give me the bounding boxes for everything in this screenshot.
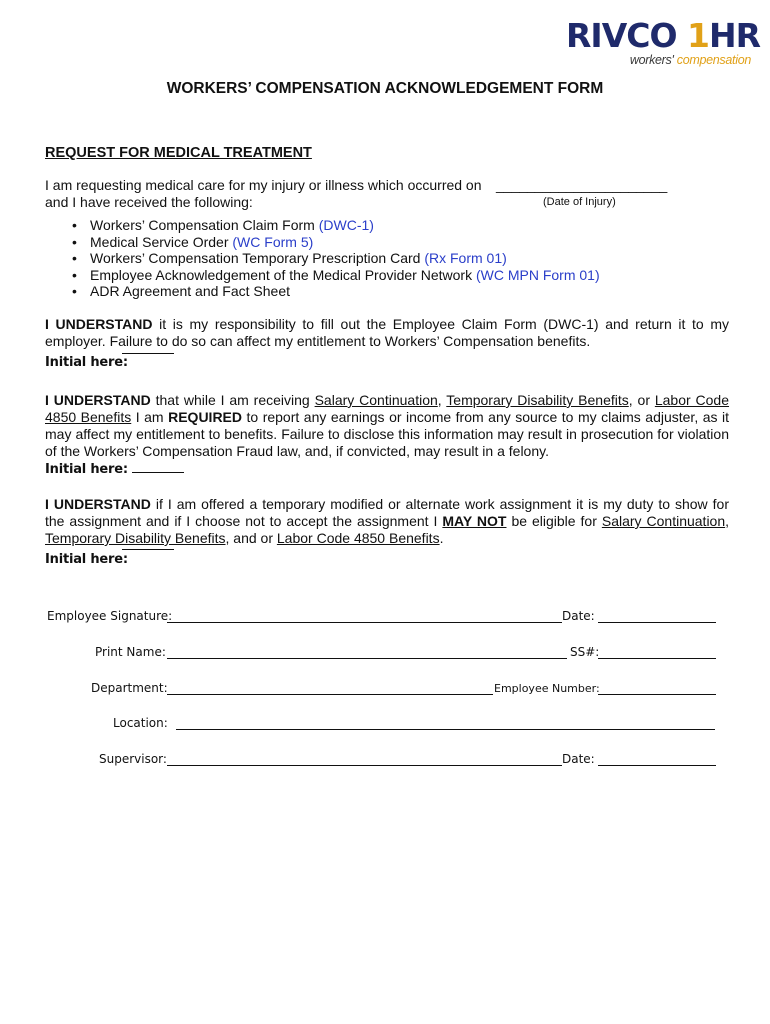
- signature-date-field[interactable]: [598, 622, 716, 623]
- list-item: [72, 234, 600, 251]
- list-item-text: ADR Agreement and Fact Sheet: [90, 283, 290, 300]
- bullet-icon: •: [72, 266, 77, 283]
- initial-line-top: [122, 549, 174, 550]
- employee-number-field[interactable]: [598, 694, 716, 695]
- understand-paragraph-2: [45, 392, 729, 460]
- print-name-field[interactable]: [167, 658, 567, 659]
- understand-lead: I UNDERSTAND: [45, 496, 151, 512]
- salary-continuation-term: Salary Continuation: [601, 513, 726, 529]
- initial-here-3[interactable]: [45, 552, 128, 567]
- text-segment: ,: [437, 392, 447, 408]
- may-not-term: MAY NOT: [442, 513, 507, 529]
- date-of-injury-caption: (Date of Injury): [543, 196, 616, 208]
- employee-number-label: Employee Number:: [494, 682, 600, 695]
- understand-paragraph-1: [45, 316, 729, 350]
- text-segment: to report any earnings or income from any source to my claims adjuster, as it may affect my entitlement to benefits. Failure to disclose this information may result in prosecution for violation of the Workers’ Compensation Fraud law, and, if convicted, may result in a felony.: [45, 409, 729, 459]
- required-term: REQUIRED: [168, 409, 243, 425]
- department-field[interactable]: [167, 694, 493, 695]
- text-segment: , and or: [225, 530, 277, 546]
- logo-tagline-compensation: compensation: [673, 53, 751, 67]
- print-name-label: Print Name:: [95, 645, 166, 659]
- date-label: Date:: [562, 752, 595, 766]
- ssn-label: SS#:: [570, 645, 600, 659]
- initial-label: Initial here:: [45, 552, 128, 567]
- labor-code-term: Labor Code 4850 Benefits: [45, 392, 730, 425]
- logo-tagline-workers: workers': [629, 53, 674, 67]
- received-documents-list: [72, 217, 600, 300]
- labor-code-term: Labor Code 4850 Benefits: [276, 530, 440, 546]
- understand-paragraph-3: [45, 496, 729, 547]
- initial-label: Initial here:: [45, 462, 128, 477]
- page-title: WORKERS’ COMPENSATION ACKNOWLEDGEMENT FORM: [166, 80, 604, 97]
- request-line-1: I am requesting medical care for my injury or illness which occurred on: [45, 177, 482, 193]
- logo-hr-text: HR: [708, 16, 760, 55]
- bullet-icon: •: [72, 217, 77, 233]
- initial-here-1[interactable]: [45, 355, 128, 370]
- supervisor-date-field[interactable]: [598, 765, 716, 766]
- understand-lead: I UNDERSTAND: [45, 316, 153, 332]
- request-line-2: and I have received the following:: [45, 194, 253, 210]
- date-of-injury-field[interactable]: ______________________: [496, 177, 668, 193]
- list-item-ref: (WC Form 5): [232, 233, 314, 250]
- list-item: [72, 267, 600, 284]
- supervisor-field[interactable]: [167, 765, 562, 766]
- logo-one-text: 1: [687, 16, 709, 55]
- list-item-ref: (DWC-1): [318, 217, 374, 233]
- list-item: [72, 283, 600, 300]
- employee-signature-field[interactable]: [167, 622, 562, 623]
- bullet-icon: •: [72, 250, 77, 267]
- supervisor-label: Supervisor:: [99, 752, 167, 766]
- text-segment: that while I am receiving: [150, 392, 315, 408]
- logo-tagline: [630, 53, 751, 67]
- location-label: Location:: [113, 716, 168, 730]
- section-heading: REQUEST FOR MEDICAL TREATMENT: [45, 145, 312, 161]
- text-segment: , or: [628, 392, 655, 408]
- list-item-text: Workers’ Compensation Claim Form: [90, 217, 319, 233]
- list-item-ref: (WC MPN Form 01): [475, 266, 600, 283]
- list-item-text: Employee Acknowledgement of the Medical Provider Network: [90, 266, 476, 283]
- salary-continuation-term: Salary Continuation: [314, 392, 438, 408]
- list-item: [72, 217, 600, 234]
- list-item: [72, 250, 600, 267]
- understand-lead: I UNDERSTAND: [45, 392, 151, 408]
- employee-signature-label: Employee Signature:: [47, 609, 173, 623]
- temporary-disability-term: Temporary Disability Benefits: [45, 530, 226, 546]
- text-segment: ,: [725, 513, 730, 529]
- logo-rivco-text: RIVCO: [566, 16, 687, 55]
- ssn-field[interactable]: [598, 658, 716, 659]
- list-item-text: Workers’ Compensation Temporary Prescription Card: [90, 250, 425, 267]
- initial-line[interactable]: [132, 462, 184, 473]
- department-label: Department:: [91, 681, 168, 695]
- bullet-icon: •: [72, 283, 77, 300]
- text-segment: .: [439, 530, 444, 546]
- location-field[interactable]: [176, 729, 715, 730]
- initial-line-top: [122, 353, 174, 354]
- bullet-icon: •: [72, 233, 77, 250]
- date-label: Date:: [562, 609, 595, 623]
- text-segment: I am: [131, 409, 169, 425]
- initial-label: Initial here:: [45, 355, 128, 370]
- initial-here-2[interactable]: [45, 462, 184, 477]
- text-segment: if I am offered a temporary modified or alternate work assignment it is my duty to show for the assignment and if I choose not to accept the assignment I: [45, 496, 729, 529]
- list-item-text: Medical Service Order: [90, 233, 233, 250]
- list-item-ref: (Rx Form 01): [424, 250, 507, 267]
- logo-wordmark: [566, 18, 760, 54]
- text-segment: be eligible for: [506, 513, 602, 529]
- understand-text: it is my responsibility to fill out the Employee Claim Form (DWC-1) and return it to my employer. Failure to do so can affect my entitlement to Workers’ Compensation benefits.: [45, 316, 730, 349]
- rivco-hr-logo: [566, 16, 760, 70]
- temporary-disability-term: Temporary Disability Benefits: [446, 392, 629, 408]
